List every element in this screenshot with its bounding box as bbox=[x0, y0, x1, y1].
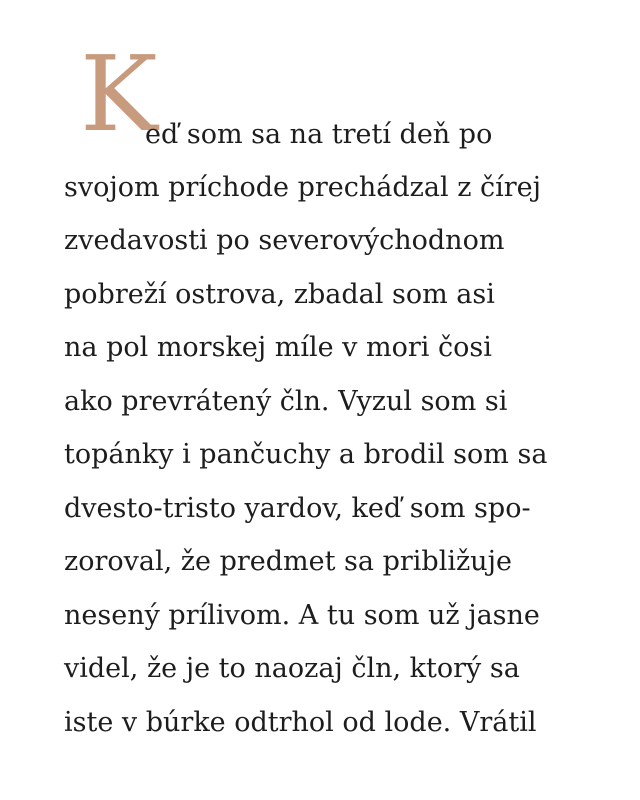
text-line: eď som sa na tretí deň po bbox=[145, 119, 493, 150]
text-line: zvedavosti po severovýchodnom bbox=[64, 225, 505, 256]
text-line: na pol morskej míle v mori čosi bbox=[64, 332, 492, 363]
text-line: pobreží ostrova, zbadal som asi bbox=[64, 279, 495, 310]
text-line: iste v búrke odtrhol od lode. Vrátil bbox=[64, 707, 537, 738]
text-line: dvesto-tristo yardov, keď som spo- bbox=[64, 493, 531, 524]
text-line: zoroval, že predmet sa približuje bbox=[64, 546, 512, 577]
text-line: nesený prílivom. A tu som už jasne bbox=[64, 600, 540, 631]
text-line: svojom príchode prechádzal z čírej bbox=[64, 172, 542, 203]
text-line: ako prevrátený čln. Vyzul som si bbox=[64, 386, 508, 417]
text-line: videl, že je to naozaj čln, ktorý sa bbox=[64, 653, 520, 684]
text-line: topánky i pančuchy a brodil som sa bbox=[64, 439, 548, 470]
drop-cap-letter: K bbox=[80, 33, 158, 155]
